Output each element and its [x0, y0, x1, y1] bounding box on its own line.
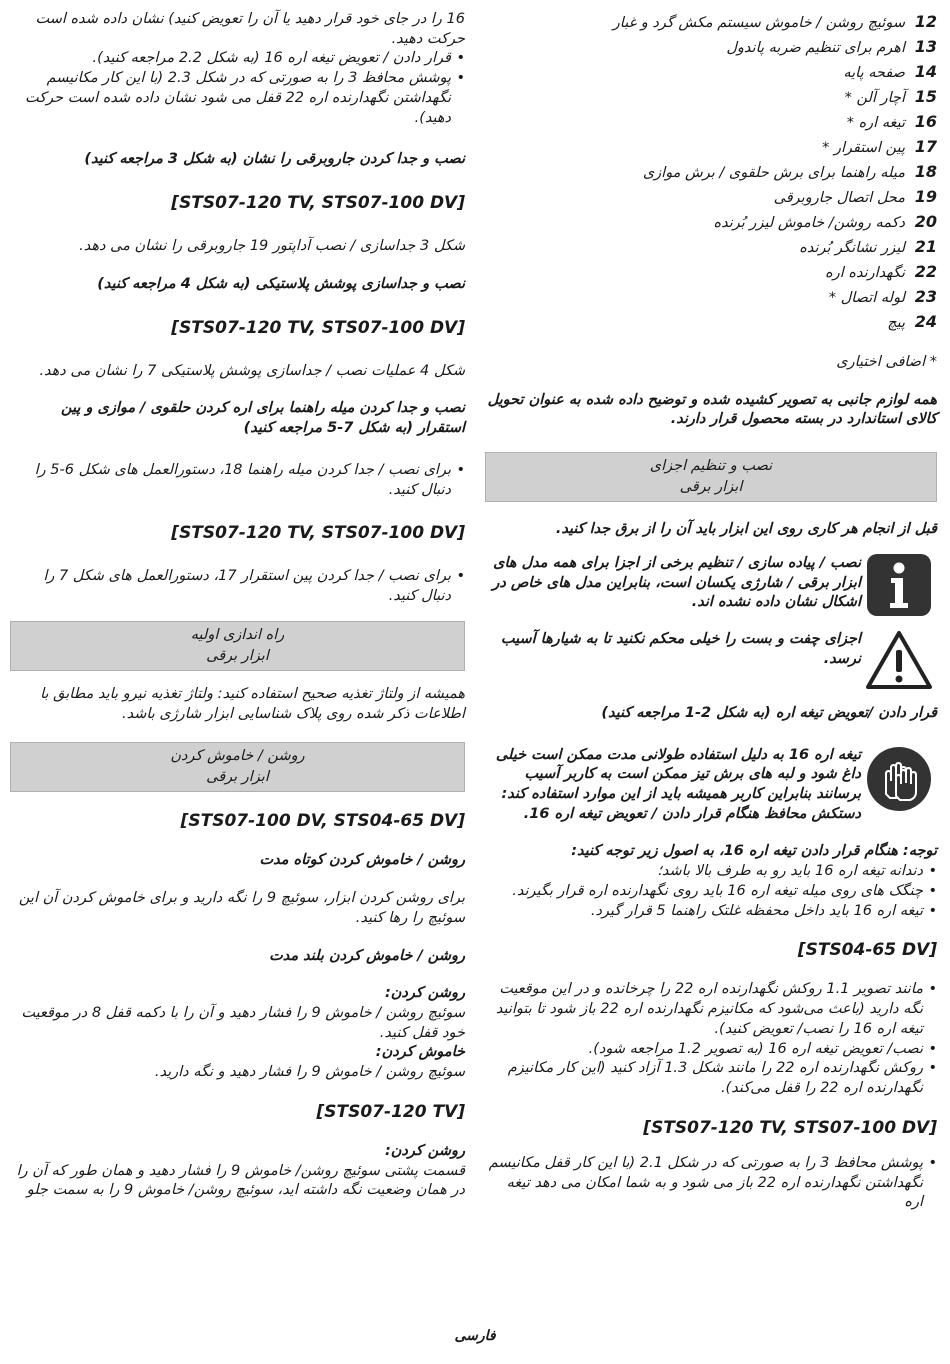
- section-heading: نصب و جداسازی پوشش پلاستیکی (به شکل 4 مراجعه کنید): [97, 275, 465, 292]
- model-heading: [STS07-120 TV]: [316, 1101, 465, 1122]
- right-column: [485, 10, 937, 1213]
- attention-heading: توجه: هنگام قرار دادن تیغه اره 16، به اصول زیر توجه کنید:: [571, 843, 937, 860]
- gloves-icon: [861, 746, 937, 812]
- optional-note: * اضافی اختیاری: [836, 354, 937, 370]
- paragraph: سوئیچ روشن / خاموش 9 را فشار دهید و نگه دارید.: [154, 1064, 465, 1081]
- page-footer-language: فارسی: [454, 1328, 496, 1344]
- on-label: روشن کردن:: [384, 1142, 465, 1159]
- blade-heading: قرار دادن /تعویض تیغه اره (به شکل 2-1 مراجعه کنید): [601, 704, 937, 721]
- left-column: [10, 10, 465, 1201]
- off-label: خاموش کردن:: [375, 1044, 465, 1061]
- section-box-assembly: [485, 452, 937, 502]
- info-note: نصب / پیاده سازی / تنظیم برخی از اجزا برای همه مدل های ابزار برقی / شارژی یکسان است، بنابراین مدل های خاص در اشکال نشان داده نشده اند.: [492, 554, 861, 611]
- box-title: نصب و تنظیم اجزای: [649, 458, 773, 475]
- list-item: 23 لوله اتصال *: [828, 287, 937, 306]
- box-title: روشن / خاموش کردن: [170, 748, 305, 765]
- caution-block: [485, 630, 937, 690]
- paragraph: 16 را در جای خود قرار دهید یا آن را تعویض کنید) نشان داده شده است حرکت دهید.: [35, 11, 465, 47]
- section-heading: نصب و جدا کردن میله راهنما برای اره کردن حلقوی / موازی و پین استقرار (به شکل 7-5 مراجعه کنید): [60, 400, 465, 437]
- section-heading: نصب و جدا کردن جاروبرقی را نشان (به شکل 3 مراجعه کنید): [84, 151, 465, 168]
- list-item: • روکش نگهدارنده اره 22 را مانند شکل 1.3 آزاد کنید (این کار مکانیزم نگهدارنده اره 22 را قفل می‌کند).: [485, 1059, 937, 1098]
- list-item: • پوشش محافظ 3 را به صورتی که در شکل 2.3 (با این کار مکانیسم نگهداشتن نگهدارنده اره 22 قفل می شود نشان داده شده است حرکت دهید).: [10, 69, 465, 128]
- list-item: • تیغه اره 16 باید داخل محفظه غلتک راهنما 5 قرار گیرد.: [485, 902, 937, 922]
- list-item: • چنگک های روی میله تیغه اره 16 باید روی نگهدارنده اره قرار بگیرند.: [485, 882, 937, 902]
- accessories-note: همه لوازم جانبی به تصویر کشیده شده و توضیح داده شده به عنوان تحویل کالای استاندارد در بسته محصول قرار دارند.: [487, 391, 937, 428]
- section-box-startup: [10, 621, 465, 671]
- model-heading: [STS07-120 TV, STS07-100 DV]: [643, 1117, 937, 1138]
- section-heading: روشن / خاموش کردن بلند مدت: [269, 947, 465, 964]
- list-item: 16 تیغه اره *: [846, 112, 937, 131]
- list-item: 14 صفحه پایه: [843, 62, 937, 81]
- list-item: • دندانه تیغه اره 16 باید رو به طرف بالا باشد؛: [485, 862, 937, 882]
- list-item: 21 لیزر نشانگر بُرنده: [799, 237, 937, 256]
- list-item: • مانند تصویر 1.1 روکش نگهدارنده اره 22 را چرخانده و در این موقعیت نگه دارید (باعث می‌شود که مکانیزم نگهدارنده اره 22 باز شود تا بتوانید تیغه اره 16 را نصب/ تعویض کنید).: [485, 980, 937, 1039]
- list-item: • برای نصب / جدا کردن میله راهنما 18، دستورالعمل های شکل 6-5 را دنبال کنید.: [10, 461, 465, 500]
- gloves-block: [485, 746, 937, 825]
- section-heading: روشن / خاموش کردن کوتاه مدت: [259, 852, 465, 869]
- model-heading: [STS07-120 TV, STS07-100 DV]: [171, 523, 465, 544]
- on-label: روشن کردن:: [384, 985, 465, 1002]
- paragraph: قسمت پشتی سوئیچ روشن/ خاموش 9 را فشار دهید و همان طور که آن را در همان وضعیت نگه داشته اید، سوئیچ روشن/ خاموش 9 را به سمت جلو: [16, 1162, 465, 1199]
- unplug-warning: قبل از انجام هر کاری روی این ابزار باید آن را از برق جدا کنید.: [555, 521, 937, 538]
- list-item: 12 سوئیچ روشن / خاموش سیستم مکش گرد و غبار: [612, 12, 937, 31]
- paragraph: سوئیچ روشن / خاموش 9 را فشار دهید و آن را با دکمه قفل 8 در موقعیت خود قفل کنید.: [21, 1004, 465, 1041]
- list-item: 17 پین استقرار *: [822, 137, 937, 156]
- list-item: • نصب/ تعویض تیغه اره 16 (به تصویر 1.2 مراجعه شود).: [485, 1040, 937, 1060]
- box-subtitle: ابزار برقی: [206, 647, 269, 664]
- list-item: 18 میله راهنما برای برش حلقوی / برش موازی: [642, 162, 937, 181]
- list-item: 20 دکمه روشن/ خاموش لیزر بُرنده: [713, 212, 937, 231]
- model-heading: [STS07-120 TV, STS07-100 DV]: [171, 193, 465, 214]
- list-item: 13 اهرم برای تنظیم ضربه پاندول: [726, 37, 937, 56]
- list-item: • برای نصب / جدا کردن پین استقرار 17، دستورالعمل های شکل 7 را دنبال کنید.: [10, 567, 465, 606]
- info-icon: [861, 554, 937, 616]
- box-title: راه اندازی اولیه: [190, 626, 285, 643]
- model-heading: [STS07-100 DV, STS04-65 DV]: [180, 811, 465, 832]
- paragraph: برای روشن کردن ابزار، سوئیچ 9 را نگه دارید و برای خاموش کردن آن این سوئیچ را رها کنید.: [18, 890, 465, 926]
- section-box-onoff: [10, 742, 465, 792]
- list-item: • پوشش محافظ 3 را به صورتی که در شکل 2.1 (با این کار قفل مکانیسم نگهداشتن نگهدارنده اره 22 باز می شود و به شما امکان می دهد تیغه اره: [485, 1154, 937, 1213]
- paragraph: همیشه از ولتاژ تغذیه صحیح استفاده کنید: ولتاژ تغذیه نیرو باید مطابق با اطلاعات ذکر شده روی پلاک شناسایی ابزار شارژی باشد.: [40, 685, 465, 722]
- paragraph: شکل 4 عملیات نصب / جداسازی پوشش پلاستیکی 7 را نشان می دهد.: [39, 362, 465, 379]
- parts-list: [485, 10, 937, 335]
- paragraph: شکل 3 جداسازی / نصب آداپتور 19 جاروبرقی را نشان می دهد.: [79, 238, 465, 255]
- warning-triangle-icon: [861, 630, 937, 690]
- list-item: 19 محل اتصال جاروبرقی: [773, 187, 937, 206]
- info-block: [485, 554, 937, 616]
- gloves-note: تیغه اره 16 به دلیل استفاده طولانی مدت ممکن است خیلی داغ شود و لبه های برش تیز ممکن است به کاربر آسیب برسانند بنابراین کاربر همیشه باید از این موارد استفاده کند: دستکش محافظ هنگام قرار دادن / تعویض تیغه اره 16.: [495, 746, 861, 822]
- caution-note: اجزای چفت و بست را خیلی محکم نکنید تا به شیارها آسیب نرسد.: [500, 630, 861, 667]
- list-item: 15 آچار آلن *: [844, 87, 937, 106]
- list-item: 22 نگهدارنده اره: [825, 262, 937, 281]
- box-subtitle: ابزار برقی: [206, 769, 269, 786]
- model-heading: [STS04-65 DV]: [797, 940, 937, 961]
- model-heading: [STS07-120 TV, STS07-100 DV]: [171, 317, 465, 338]
- list-item: • قرار دادن / تعویض تیغه اره 16 (به شکل 2.2 مراجعه کنید).: [10, 49, 465, 69]
- box-subtitle: ابزار برقی: [679, 479, 743, 496]
- list-item: 24 پیچ: [887, 312, 937, 331]
